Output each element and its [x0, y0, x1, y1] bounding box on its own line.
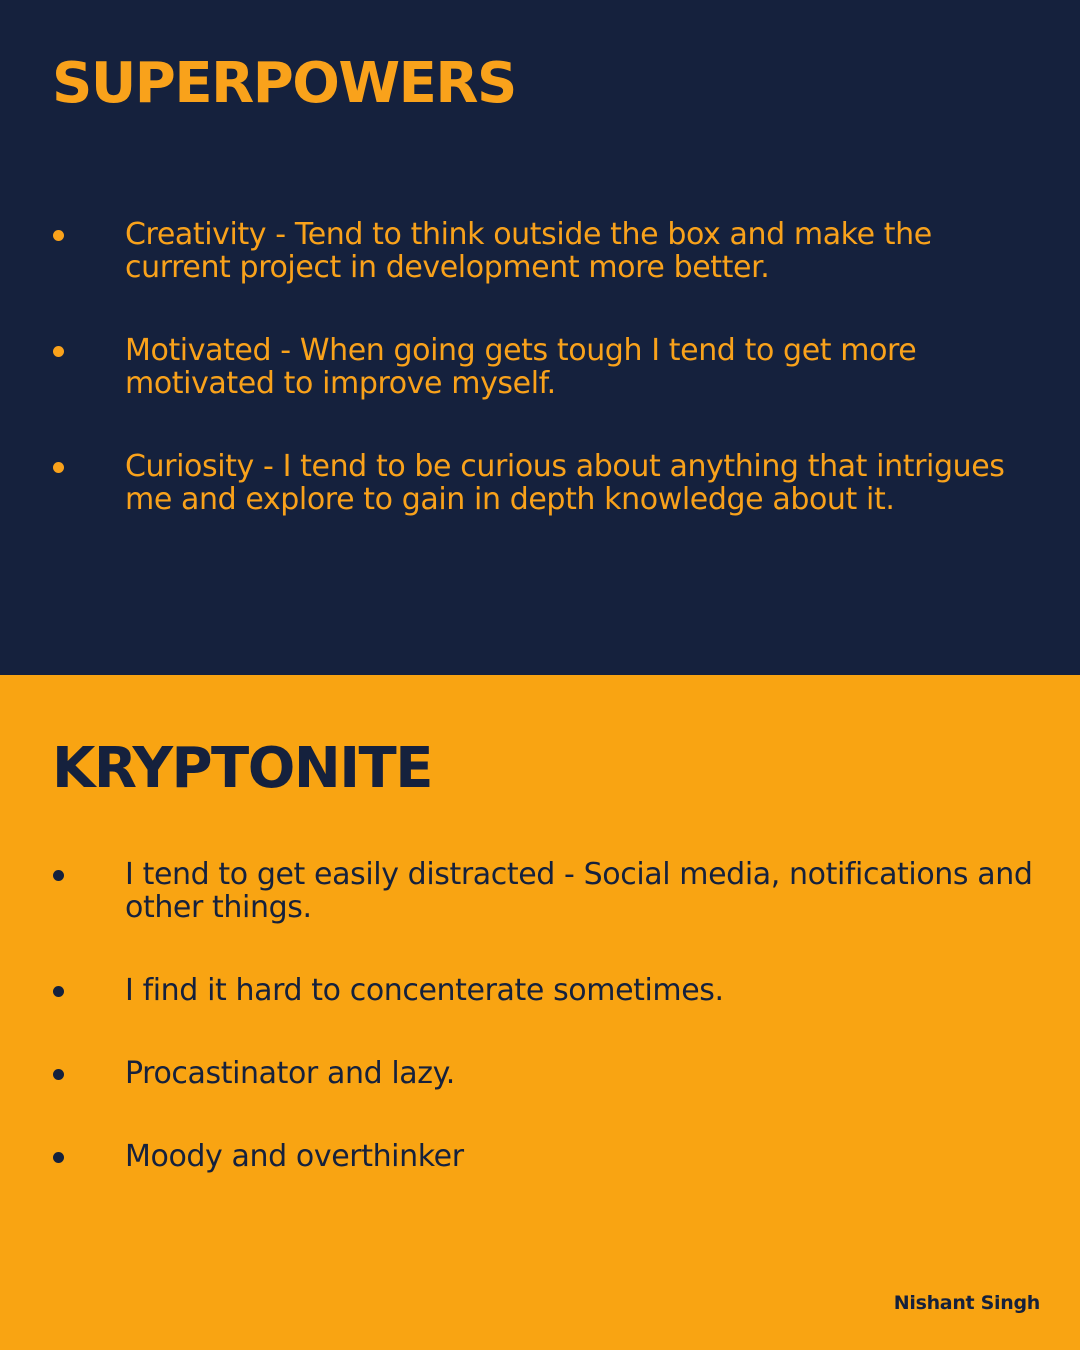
- list-item: [0, 334, 1080, 400]
- list-item-text: Procastinator and lazy.: [125, 1056, 455, 1091]
- list-item: [0, 974, 1080, 1007]
- superpowers-title: SUPERPOWERS: [52, 51, 516, 116]
- kryptonite-section: [0, 675, 1080, 1350]
- superpowers-list: [0, 218, 1080, 566]
- list-item-text: Motivated - When going gets tough I tend to get more motivated to improve myself.: [125, 333, 917, 401]
- list-item: [0, 218, 1080, 284]
- list-item-text: I find it hard to concenterate sometimes.: [125, 973, 724, 1008]
- list-item-text: Creativity - Tend to think outside the box and make the current project in development more better.: [125, 217, 932, 285]
- list-item: [0, 1057, 1080, 1090]
- bullet-icon: [53, 346, 64, 357]
- bullet-icon: [53, 870, 64, 881]
- bullet-icon: [53, 462, 64, 473]
- bullet-icon: [53, 986, 64, 997]
- list-item-text: I tend to get easily distracted - Social media, notifications and other things.: [125, 857, 1033, 925]
- list-item-text: Moody and overthinker: [125, 1139, 464, 1174]
- author-signature: Nishant Singh: [893, 1292, 1040, 1314]
- list-item: [0, 858, 1080, 924]
- bullet-icon: [53, 230, 64, 241]
- list-item-text: Curiosity - I tend to be curious about anything that intrigues me and explore to gain in depth knowledge about it.: [125, 449, 1005, 517]
- kryptonite-title: KRYPTONITE: [52, 736, 433, 801]
- bullet-icon: [53, 1152, 64, 1163]
- bullet-icon: [53, 1069, 64, 1080]
- list-item: [0, 450, 1080, 516]
- list-item: [0, 1140, 1080, 1173]
- kryptonite-list: [0, 858, 1080, 1223]
